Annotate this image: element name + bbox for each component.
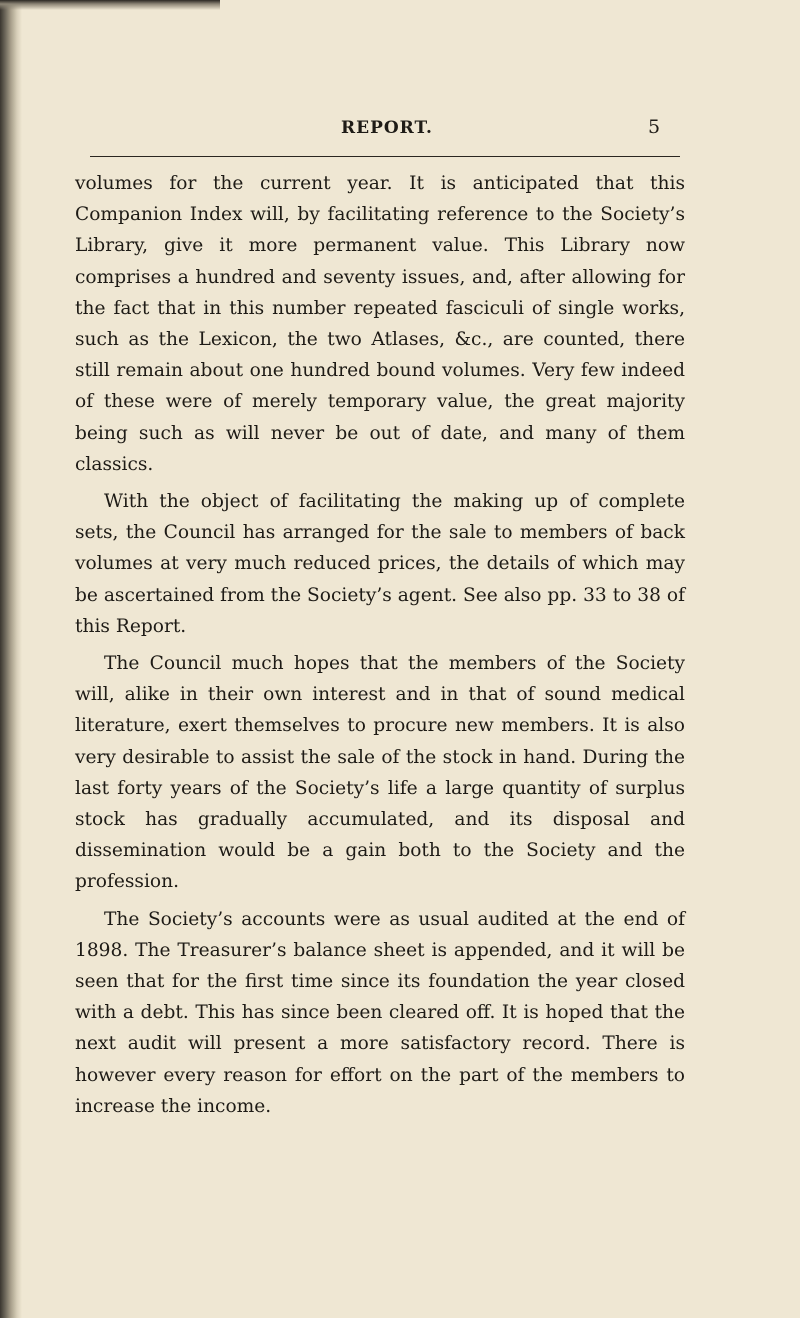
paragraph-2: With the object of facilitating the making up of complete sets, the Council has arranged for the sale to members of back volumes at very much reduced prices, the details of which may be ascertained from the Society’s agent. See also pp. 33 to 38 of this Report. [75, 491, 685, 637]
paragraph-4: The Society’s accounts were as usual audited at the end of 1898. The Treasurer’s balance sheet is appended, and it will be seen that for the first time since its foundation the year closed with a debt. This has since been cleared off. It is hoped that the next audit will present a more satisfactory record. There is however every reason for effort on the part of the members to increase the income. [75, 908, 685, 1117]
header-rule [90, 156, 680, 157]
paragraph-3: The Council much hopes that the members of the Society will, alike in their own interest and in that of sound medical literature, exert themselves to procure new members. It is also very desirable to assist the sale of the stock in hand. During the last forty years of the Society’s life a large quantity of surplus stock has gradually accumulated, and its disposal and dissemination would be a gain both to the Society and the profession. [75, 653, 685, 893]
page-header [0, 116, 800, 146]
paragraph-1: volumes for the current year. It is anticipated that this Companion Index will, by facilitating reference to the Society’s Library, give it more permanent value. This Library now comprises a hundred and seventy issues, and, after allowing for the fact that in this number repeated fasciculi of single works, such as the Lexicon, the two Atlases, &c., are counted, there still remain about one hundred bound volumes. Very few indeed of these were of merely temporary value, the great majority being such as will never be out of date, and many of them classics. [75, 173, 685, 475]
book-spine-shadow [0, 0, 22, 1318]
running-title: REPORT. [341, 118, 433, 138]
page-number: 5 [648, 116, 661, 138]
page-top-shadow [0, 0, 220, 10]
body-text [75, 168, 685, 1128]
